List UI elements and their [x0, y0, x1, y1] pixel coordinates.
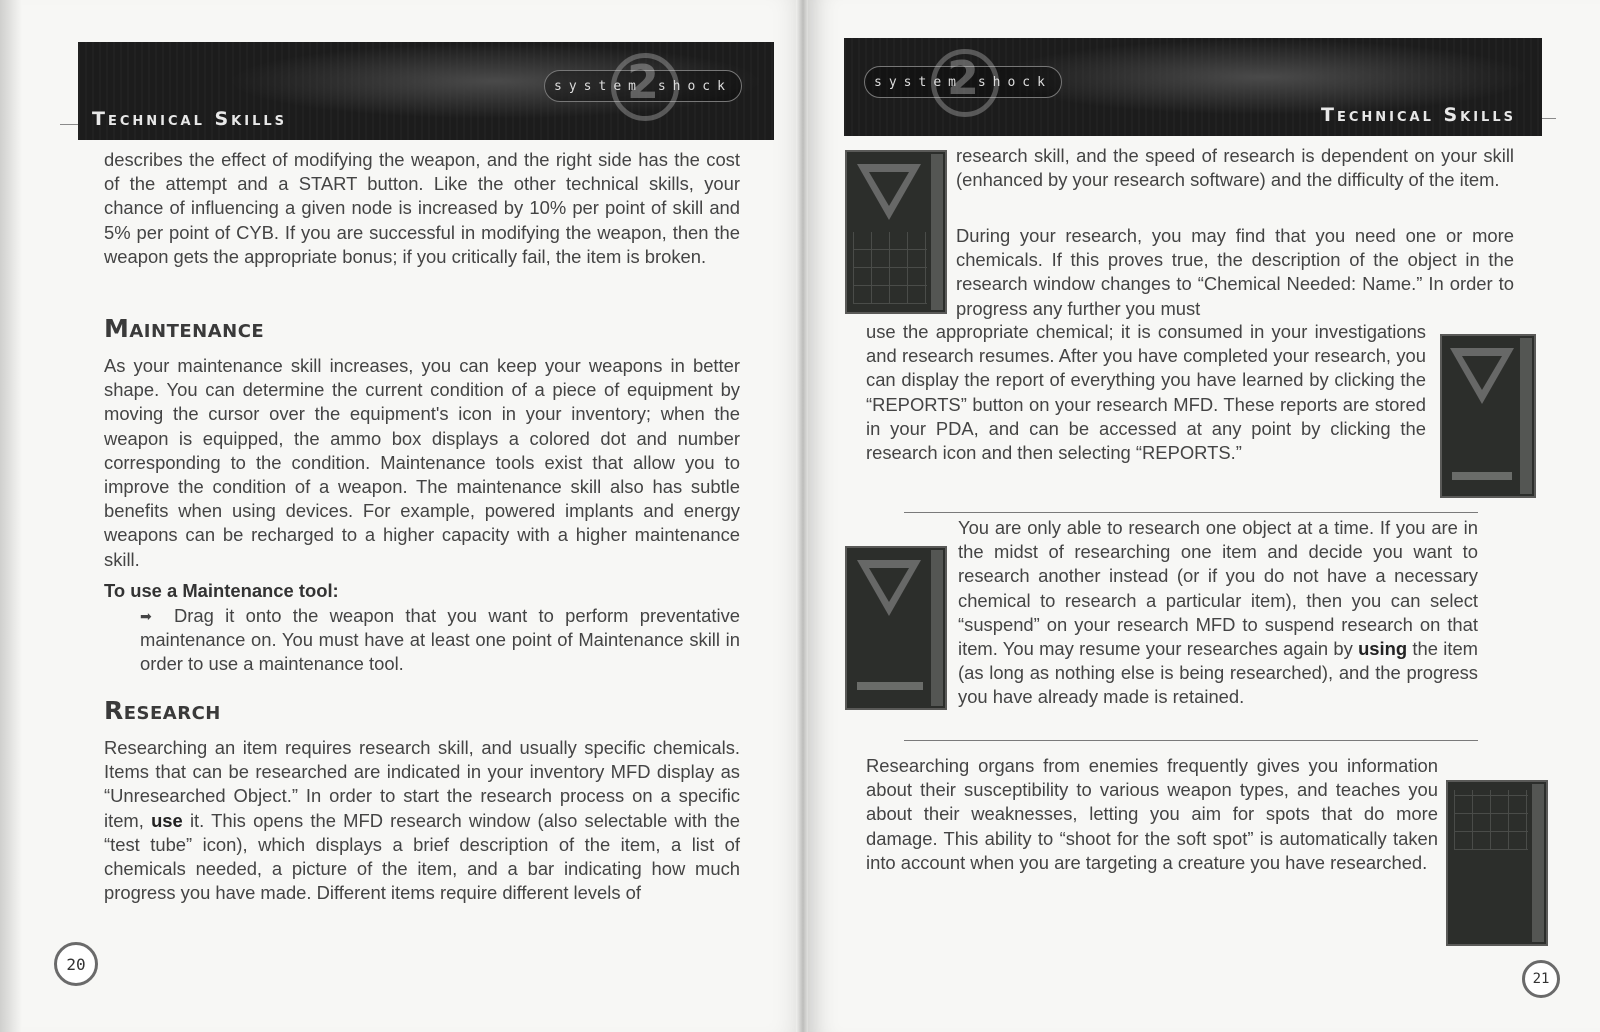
- research-mfd-screenshot-1: [845, 150, 947, 314]
- research-mfd-screenshot-4: [1446, 780, 1548, 946]
- right-header-banner: [844, 38, 1542, 136]
- reports-button-image: [1452, 472, 1512, 480]
- maintenance-paragraph: As your maintenance skill increases, you can keep your weapons in better shape. You can determine the current condition of a piece of equipment by moving the cursor over the equipment's icon in your inventory; when the weapon is equipped, the ammo box displays a colored dot and number corresponding to the condition. Maintenance tools exist that allow you to improve the condition of a weapon. The maintenance skill also has subtle benefits when using devices. For example, powered implants and energy weapons can be recharged to a higher capacity with a higher maintenance skill.: [104, 355, 740, 570]
- chemical-grid: [853, 232, 927, 304]
- page-number-left: 20: [54, 942, 98, 986]
- logo-number: 2: [947, 51, 980, 105]
- callout-top-rule: [904, 512, 1478, 513]
- left-header-banner: [78, 42, 774, 140]
- logo-text: system shock: [874, 74, 1052, 90]
- organ-image: [1454, 790, 1528, 850]
- research-text-pre: Researching an item requires research skill, and usually specific chemicals. Items that can be researched are indicated in your inventory MFD display as “Unresearched Object.” In order to start the research process on a specific item,: [104, 737, 740, 831]
- research-mfd-screenshot-2: [1440, 334, 1536, 498]
- research-p2-cont-text: use the appropriate chemical; it is consumed in your investigations and research resumes. After you have completed your research, you can display the report of everything you have learned by clicking the “REPORTS” button on your research MFD. These reports are stored in your PDA, and can be accessed at any point by clicking the research icon and then selecting “REPORTS.”: [866, 321, 1426, 464]
- research-use-bold: use: [151, 809, 183, 831]
- tool-bullet: [140, 604, 740, 677]
- system-shock-logo-right: [864, 51, 1062, 105]
- logo-text: system shock: [554, 78, 732, 94]
- tool-bullet-text: Drag it onto the weapon that you want to perform preventative maintenance on. You must have at least one point of Maintenance skill in order to use a maintenance tool.: [140, 605, 740, 675]
- page-number-right: 21: [1522, 960, 1560, 998]
- research-p2-continued: [866, 320, 1426, 465]
- tool-heading: To use a Maintenance tool:: [104, 580, 339, 601]
- research-p2-wrap: [956, 224, 1514, 319]
- mfd-sidebar: [1520, 338, 1532, 494]
- arrow-bullet-icon: ➡: [140, 608, 152, 624]
- research-callout: [904, 516, 1478, 710]
- page-edge: [0, 0, 22, 1032]
- system-shock-logo: [544, 55, 742, 109]
- research-using-bold: using: [1358, 638, 1408, 660]
- logo-number: 2: [627, 55, 660, 109]
- research-p3-pre: You are only able to research one object at a time. If you are in the midst of researching one item and decide you want to research another instead (or if you do not have a necessary chemical to research a particular item), then you can select “suspend” on your research MFD to suspend research on that item. You may resume your researches again by: [958, 517, 1478, 660]
- research-text-post: it. This opens the MFD research window (also selectable with the “test tube” icon), which displays a brief description of the item, a list of chemicals needed, a picture of the item, and a bar indicating how much progress you have made. Different items require different levels of: [104, 809, 740, 904]
- intro-paragraph: describes the effect of modifying the weapon, and the right side has the cost of the attempt and a START button. Like the other technical skills, your chance of influencing a given node is increased by 10% per point of skill and 5% per point of CYB. If you are successful in modifying the weapon, then the weapon gets the appropriate bonus; if you critically fail, the item is broken.: [104, 149, 740, 267]
- section-title-right: Technical Skills: [1320, 104, 1516, 126]
- header-rule: [60, 124, 78, 125]
- research-paragraph: [104, 736, 740, 905]
- research-p2-lines: During your research, you may find that you need one or more chemicals. If this proves true, the description of the object in the research window changes to “Chemical Needed: Name.” In order to progress any further you must: [956, 225, 1514, 319]
- section-title: Technical Skills: [92, 108, 288, 130]
- maintenance-heading: Maintenance: [104, 314, 265, 343]
- research-heading: Research: [104, 696, 221, 725]
- mfd-sidebar: [1532, 784, 1544, 942]
- header-rule-right: [1542, 118, 1556, 119]
- research-p1: research skill, and the speed of research is dependent on your skill (enhanced by your research software) and the difficulty of the item.: [956, 145, 1514, 191]
- research-p4: Researching organs from enemies frequently gives you information about their susceptibility to various weapon types, and teaches you about their weaknesses, letting you aim for spots that do more damage. This ability to “shoot for the soft spot” is automatically taken into account when you are targeting a creature you have researched.: [866, 755, 1438, 873]
- mfd-sidebar: [931, 154, 943, 310]
- research-p3-post: the item (as long as nothing else is being researched), and the progress you have already made is retained.: [958, 638, 1478, 708]
- callout-bottom-rule: [904, 740, 1478, 741]
